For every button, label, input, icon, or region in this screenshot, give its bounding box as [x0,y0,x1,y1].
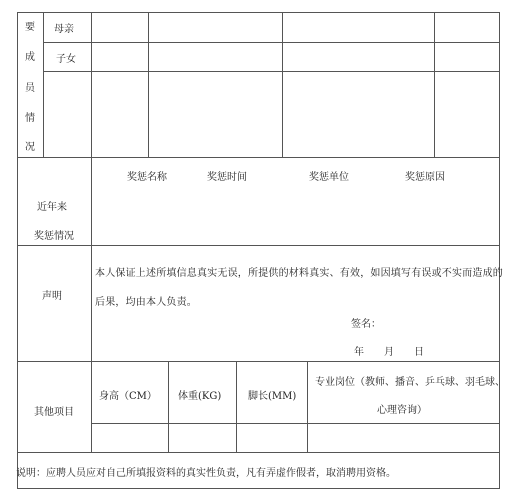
awards-header-time: 奖惩时间 [207,172,247,183]
family-row-child-label: 子女 [56,54,76,65]
rule [17,157,500,158]
weight-column-header: 体重(KG) [178,391,222,402]
height-column-header: 身高（CM） [99,391,157,402]
specialty-column-header: 心理咨询） [377,405,427,416]
family-section-label-char: 成 [25,52,35,63]
awards-header-name: 奖惩名称 [127,172,167,183]
signature-date-label: 年 月 日 [354,347,424,358]
family-section-label-char: 况 [25,142,35,153]
declaration-section-label: 声明 [42,291,62,302]
rule [499,12,500,489]
family-row-mother-label: 母亲 [54,24,74,35]
awards-section-label: 近年来 [37,202,67,213]
foot-length-column-header: 脚长(MM) [248,391,297,402]
rule [17,12,18,489]
rule [17,245,500,246]
rule [17,361,500,362]
rule [17,452,500,453]
rule [43,12,44,158]
rule [148,12,149,158]
family-section-label-char: 情 [25,113,35,124]
rule [434,12,435,158]
rule [17,12,500,13]
rule [307,361,308,453]
rule [91,423,500,424]
rule [43,42,500,43]
awards-header-unit: 奖惩单位 [309,172,349,183]
rule [91,157,92,453]
other-section-label: 其他项目 [34,407,74,418]
rule [282,12,283,158]
declaration-text: 本人保证上述所填信息真实无误，所提供的材料真实、有效，如因填写有误或不实而造成的后果，均由本人负责。 [95,268,503,308]
awards-section-label: 奖惩情况 [34,231,74,242]
signature-label: 签名： [351,319,381,330]
rule [43,71,500,72]
footer-note: 说明：应聘人员应对自己所填报资料的真实性负责，凡有弄虚作假者，取消聘用资格。 [16,468,396,479]
family-section-label-char: 要 [25,22,35,33]
rule [91,12,92,158]
family-section-label-char: 员 [25,83,35,94]
specialty-column-header: 专业岗位（教师、播音、乒乓球、羽毛球、 [315,377,505,388]
rule [168,361,169,453]
rule [236,361,237,453]
awards-header-reason: 奖惩原因 [405,172,445,183]
rule [17,488,500,489]
